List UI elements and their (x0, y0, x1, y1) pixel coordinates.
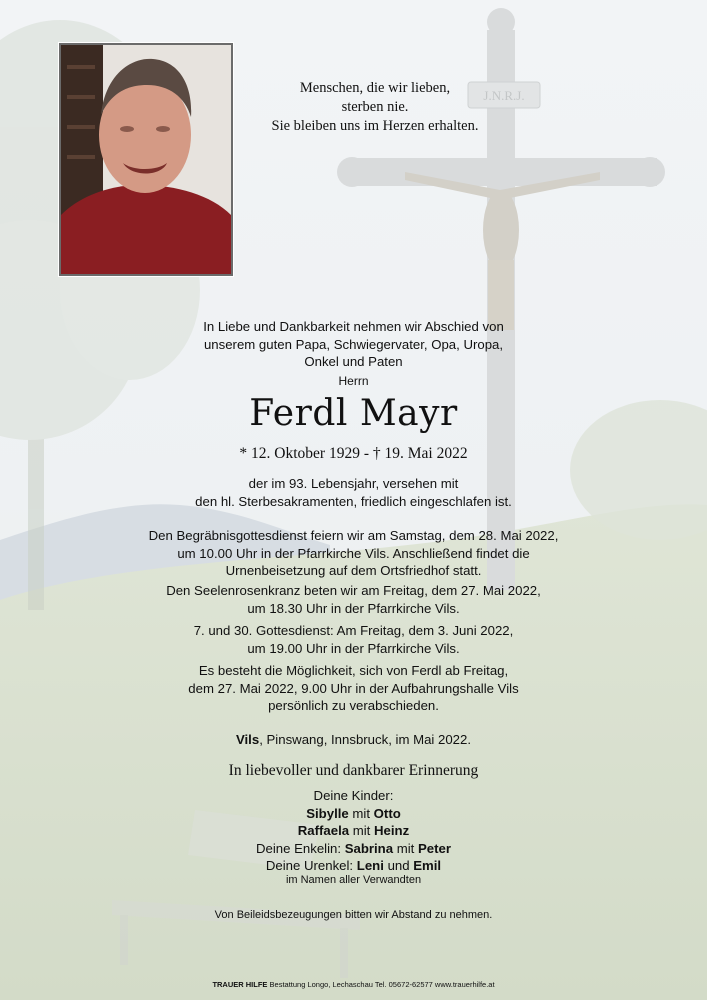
farewell-line: Es besteht die Möglichkeit, sich von Ferdl ab Freitag, (198, 663, 509, 678)
salutation: Herrn (338, 374, 369, 388)
footer-details: Bestattung Longo, Lechaschau Tel. 05672-62577 www.trauerhilfe.at (267, 980, 495, 989)
grandchildren-label: Deine Enkelin: (255, 840, 342, 856)
condolence-note: Von Beileidsbezeugungen bitten wir Abstand zu nehmen. (214, 909, 493, 921)
family-line (0, 840, 707, 858)
farewell-info (0, 662, 707, 715)
portrait-photo (59, 43, 233, 276)
funeral-line: Den Begräbnisgottesdienst feiern wir am Samstag, dem 28. Mai 2022, (148, 528, 559, 543)
grandchild-name: Sabrina (344, 840, 394, 856)
connector: mit (396, 840, 415, 856)
place-rest: , Pinswang, Innsbruck, im Mai 2022. (259, 732, 472, 747)
death-text (0, 475, 707, 510)
intro-line: Onkel und Paten (304, 354, 403, 369)
death-line: der im 93. Lebensjahr, versehen mit (248, 476, 459, 491)
family-list (0, 787, 707, 875)
quote-line: sterben nie. (341, 99, 409, 115)
memorial-quote (250, 79, 500, 136)
cross-sign-text: J.N.R.J. (483, 88, 525, 103)
intro-line: unserem guten Papa, Schwiegervater, Opa, Uropa, (203, 336, 504, 352)
rosary-info (0, 582, 707, 617)
masses-info (0, 622, 707, 657)
child-name: Sibylle (306, 805, 349, 821)
greatgrand-name: Leni (356, 858, 384, 873)
greatgrand-name: Emil (413, 858, 442, 873)
remembrance-heading: In liebevoller und dankbarer Erinnerung (228, 762, 479, 779)
connector: und (387, 858, 410, 873)
connector: mit (352, 805, 370, 821)
funeral-line: um 10.00 Uhr in der Pfarrkirche Vils. Anschließend findet die (177, 545, 530, 561)
rosary-line: Den Seelenrosenkranz beten wir am Freitag, dem 27. Mai 2022, (166, 583, 541, 598)
deceased-name: Ferdl Mayr (249, 393, 458, 434)
family-line (0, 805, 707, 823)
farewell-line: dem 27. Mai 2022, 9.00 Uhr in der Aufbahrungshalle Vils (188, 680, 519, 696)
funeral-info (0, 527, 707, 580)
connector: mit (352, 823, 371, 838)
greatgrand-label: Deine Urenkel: (265, 858, 354, 873)
farewell-line: persönlich zu verabschieden. (268, 698, 439, 713)
funeral-line: Urnenbeisetzung auf dem Ortsfriedhof statt. (225, 563, 482, 578)
family-line (0, 857, 707, 875)
intro-line: In Liebe und Dankbarkeit nehmen wir Abschied von (203, 319, 504, 334)
masses-line: um 19.00 Uhr in der Pfarrkirche Vils. (247, 640, 460, 656)
rosary-line: um 18.30 Uhr in der Pfarrkirche Vils. (247, 600, 460, 616)
life-dates: * 12. Oktober 1929 - † 19. Mai 2022 (239, 445, 468, 462)
footer-credit (0, 980, 707, 990)
child-partner: Heinz (374, 823, 410, 838)
child-name: Raffaela (297, 823, 350, 838)
family-line (0, 822, 707, 840)
child-partner: Otto (373, 805, 401, 821)
place-date (0, 731, 707, 749)
quote-line: Menschen, die wir lieben, (299, 80, 451, 96)
death-line: den hl. Sterbesakramenten, friedlich eingeschlafen ist. (195, 493, 512, 509)
children-label: Deine Kinder: (313, 788, 394, 803)
place-bold: Vils (235, 732, 260, 747)
relatives-note: im Namen aller Verwandten (285, 874, 422, 886)
intro-text (0, 318, 707, 371)
grandchild-partner: Peter (418, 840, 452, 856)
footer-brand: TRAUER HILFE (212, 980, 268, 989)
masses-line: 7. und 30. Gottesdienst: Am Freitag, dem 3. Juni 2022, (193, 623, 514, 638)
quote-line: Sie bleiben uns im Herzen erhalten. (271, 118, 479, 134)
